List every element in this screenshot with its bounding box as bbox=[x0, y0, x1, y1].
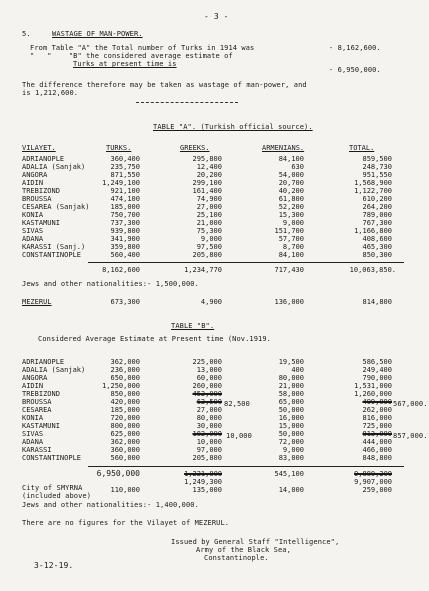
smyrna-armenians: 14,000 bbox=[278, 486, 304, 494]
table-row bbox=[0, 358, 429, 366]
cell-armenians: 84,100 bbox=[278, 155, 304, 163]
cell-greeks: 75,300 bbox=[196, 227, 222, 235]
cell-vilayet: CONSTANTINOPLE bbox=[22, 454, 82, 462]
cell-vilayet: TREBIZOND bbox=[22, 187, 60, 195]
cell-vilayet: BROUSSA bbox=[22, 195, 52, 203]
cell-turks: 850,000 bbox=[110, 390, 140, 398]
mezerul-total: 814,800 bbox=[362, 298, 392, 306]
cell-greeks: 205,800 bbox=[192, 251, 222, 259]
cell-total: 951,550 bbox=[362, 171, 392, 179]
cell-armenians: 40,200 bbox=[278, 187, 304, 195]
cell-vilayet: CESAREA (Sanjak) bbox=[22, 203, 90, 211]
table-a-mezerul bbox=[0, 298, 429, 306]
page-number: - 3 - bbox=[204, 12, 229, 21]
cell-greeks: 225,000 bbox=[192, 358, 222, 366]
cell-greeks: 27,000 bbox=[196, 203, 222, 211]
intro-line-4: The difference therefore may be taken as wastage of man-power, and bbox=[22, 81, 307, 89]
sivas-greek-note: 10,000 bbox=[226, 432, 252, 440]
cell-armenians: 151,700 bbox=[274, 227, 304, 235]
cell-greeks: 21,000 bbox=[196, 219, 222, 227]
cell-armenians: 400 bbox=[291, 366, 304, 374]
cell-armenians: 72,000 bbox=[278, 438, 304, 446]
cell-total: 499,000 bbox=[362, 398, 392, 406]
cell-turks: 360,000 bbox=[110, 446, 140, 454]
intro-value-1: - 8,162,600. bbox=[329, 44, 381, 52]
intro-line-3: Turks at present time is bbox=[73, 60, 177, 68]
cell-vilayet: KONIA bbox=[22, 414, 44, 422]
cell-armenians: 630 bbox=[291, 163, 304, 171]
cell-total: 1,166,800 bbox=[354, 227, 392, 235]
b-total-total: 9,880,200 bbox=[354, 470, 392, 478]
table-row bbox=[0, 187, 429, 195]
cell-greeks: 205,800 bbox=[192, 454, 222, 462]
cell-greeks: 299,100 bbox=[192, 179, 222, 187]
table-b-total-rule bbox=[88, 466, 404, 467]
cell-total: 249,400 bbox=[362, 366, 392, 374]
table-row bbox=[0, 211, 429, 219]
cell-greeks: 74,900 bbox=[196, 195, 222, 203]
table-a-totals bbox=[0, 266, 429, 274]
cell-armenians: 21,000 bbox=[278, 382, 304, 390]
cell-total: 790,000 bbox=[362, 374, 392, 382]
cell-armenians: 8,700 bbox=[282, 243, 304, 251]
b-total-turks: 6,950,000 bbox=[96, 469, 140, 478]
cell-vilayet: TREBIZOND bbox=[22, 390, 60, 398]
table-row bbox=[0, 382, 429, 390]
cell-total: 1,260,000 bbox=[354, 390, 392, 398]
b-total-armenians: 545,100 bbox=[274, 470, 304, 478]
table-row bbox=[0, 203, 429, 211]
table-row bbox=[0, 374, 429, 382]
cell-vilayet: KARASSI bbox=[22, 446, 52, 454]
cell-turks: 420,000 bbox=[110, 398, 140, 406]
cell-armenians: 58,000 bbox=[278, 390, 304, 398]
table-a-header bbox=[0, 144, 429, 152]
cell-total: 859,500 bbox=[362, 155, 392, 163]
total-total: 10,063,850. bbox=[349, 266, 396, 274]
cell-total: 610,200 bbox=[362, 195, 392, 203]
table-row bbox=[0, 179, 429, 187]
cell-greeks: 97,500 bbox=[196, 243, 222, 251]
cell-total: 465,300 bbox=[362, 243, 392, 251]
cell-total: 848,800 bbox=[362, 454, 392, 462]
intro-line-5: is 1,212,600. bbox=[22, 89, 79, 97]
cell-total: 466,000 bbox=[362, 446, 392, 454]
signature-line-3: Constantinople. bbox=[204, 554, 269, 562]
intro-line-1: From Table "A" the Total number of Turks in 1914 was bbox=[30, 44, 255, 52]
cell-vilayet: ANGORA bbox=[22, 374, 48, 382]
cell-armenians: 15,300 bbox=[278, 211, 304, 219]
cell-turks: 341,900 bbox=[110, 235, 140, 243]
table-b-title: TABLE "B". bbox=[171, 322, 215, 330]
mezerul-armenians: 136,000 bbox=[274, 298, 304, 306]
cell-vilayet: AIDIN bbox=[22, 382, 44, 390]
b-total-greeks: 1,221,800 bbox=[184, 470, 222, 478]
cell-turks: 236,000 bbox=[110, 366, 140, 374]
cell-greeks: 10,000 bbox=[196, 438, 222, 446]
cell-vilayet: BROUSSA bbox=[22, 398, 52, 406]
b-total-greeks-corrected: 1,249,300 bbox=[184, 478, 222, 486]
cell-turks: 750,700 bbox=[110, 211, 140, 219]
table-b-other: Jews and other nationalities:- 1,400,000. bbox=[22, 501, 199, 509]
table-row bbox=[0, 438, 429, 446]
cell-turks: 939,800 bbox=[110, 227, 140, 235]
cell-greeks: 80,000 bbox=[196, 414, 222, 422]
cell-turks: 360,400 bbox=[110, 155, 140, 163]
cell-vilayet: KASTAMUNI bbox=[22, 422, 60, 430]
cell-total: 789,000 bbox=[362, 211, 392, 219]
cell-total: 725,000 bbox=[362, 422, 392, 430]
smyrna-greeks: 135,000 bbox=[192, 486, 222, 494]
cell-greeks: 13,000 bbox=[196, 366, 222, 374]
table-row bbox=[0, 227, 429, 235]
cell-turks: 1,250,000 bbox=[102, 382, 140, 390]
cell-armenians: 20,700 bbox=[278, 179, 304, 187]
cell-turks: 359,800 bbox=[110, 243, 140, 251]
header-total: TOTAL. bbox=[349, 144, 375, 152]
cell-turks: 362,000 bbox=[110, 438, 140, 446]
cell-greeks: 62,500 bbox=[196, 398, 222, 406]
table-a-title-text: TABLE "A". (Turkish official source). bbox=[153, 123, 313, 131]
cell-vilayet: KASTAMUNI bbox=[22, 219, 60, 227]
cell-total: 816,000 bbox=[362, 414, 392, 422]
mezerul-turks: 673,300 bbox=[110, 298, 140, 306]
table-row bbox=[0, 390, 429, 398]
section-number: 5. bbox=[22, 30, 31, 38]
cell-armenians: 80,000 bbox=[278, 374, 304, 382]
cell-armenians: 9,000 bbox=[282, 219, 304, 227]
table-row bbox=[0, 171, 429, 179]
cell-turks: 1,249,100 bbox=[102, 179, 140, 187]
cell-turks: 737,300 bbox=[110, 219, 140, 227]
cell-armenians: 50,000 bbox=[278, 430, 304, 438]
total-greeks: 1,234,770 bbox=[184, 266, 222, 274]
cell-turks: 625,000 bbox=[110, 430, 140, 438]
smyrna-row bbox=[0, 486, 429, 494]
cell-greeks: 60,000 bbox=[196, 374, 222, 382]
header-greeks: GREEKS. bbox=[180, 144, 210, 152]
cell-turks: 720,000 bbox=[110, 414, 140, 422]
cell-armenians: 50,000 bbox=[278, 406, 304, 414]
table-row bbox=[0, 163, 429, 171]
cell-total: 813,000 bbox=[362, 430, 392, 438]
cell-total: 248,730 bbox=[362, 163, 392, 171]
cell-total: 850,300 bbox=[362, 251, 392, 259]
table-row bbox=[0, 366, 429, 374]
cell-greeks: 30,000 bbox=[196, 422, 222, 430]
cell-turks: 800,000 bbox=[110, 422, 140, 430]
header-vilayet: VILAYET. bbox=[22, 144, 56, 152]
header-armenians: ARMENIANS. bbox=[262, 144, 305, 152]
cell-armenians: 54,000 bbox=[278, 171, 304, 179]
header-turks: TURKS. bbox=[106, 144, 132, 152]
cell-vilayet: ADANA bbox=[22, 438, 44, 446]
cell-greeks: 260,000 bbox=[192, 382, 222, 390]
sivas-total-note: 857,000. bbox=[393, 432, 428, 440]
table-row bbox=[0, 454, 429, 462]
section-heading: WASTAGE OF MAN-POWER. bbox=[52, 30, 143, 38]
cell-armenians: 15,000 bbox=[278, 422, 304, 430]
b-total-total-corrected: 9,907,000 bbox=[354, 478, 392, 486]
table-row bbox=[0, 430, 429, 438]
cell-total: 408,600 bbox=[362, 235, 392, 243]
cell-turks: 362,000 bbox=[110, 358, 140, 366]
cell-total: 1,568,900 bbox=[354, 179, 392, 187]
cell-turks: 235,750 bbox=[110, 163, 140, 171]
cell-greeks: 25,100 bbox=[196, 211, 222, 219]
cell-greeks: 97,000 bbox=[196, 446, 222, 454]
table-row bbox=[0, 406, 429, 414]
cell-total: 262,000 bbox=[362, 406, 392, 414]
cell-greeks: 161,400 bbox=[192, 187, 222, 195]
cell-vilayet: AIDIN bbox=[22, 179, 44, 187]
footer-note: There are no figures for the Vilayet of MEZERUL. bbox=[22, 519, 230, 527]
cell-total: 586,500 bbox=[362, 358, 392, 366]
intro-value-3: - 6,950,000. bbox=[329, 66, 381, 74]
cell-greeks: 452,000 bbox=[192, 390, 222, 398]
signature-line-1: Issued by General Staff "Intelligence", bbox=[171, 538, 340, 546]
cell-greeks: 20,200 bbox=[196, 171, 222, 179]
table-row bbox=[0, 251, 429, 259]
table-row bbox=[0, 414, 429, 422]
cell-greeks: 12,400 bbox=[196, 163, 222, 171]
cell-greeks: 182,000 bbox=[192, 430, 222, 438]
cell-turks: 185,000 bbox=[110, 406, 140, 414]
smyrna-total: 259,000 bbox=[362, 486, 392, 494]
cell-total: 264,200 bbox=[362, 203, 392, 211]
smyrna-label-2: (included above) bbox=[22, 492, 92, 500]
signature-line-2: Army of the Black Sea, bbox=[196, 546, 291, 554]
cell-turks: 650,000 bbox=[110, 374, 140, 382]
table-b-subtitle: Considered Average Estimate at Present time (Nov.1919. bbox=[38, 335, 271, 343]
cell-vilayet: ADRIANOPLE bbox=[22, 358, 65, 366]
table-row bbox=[0, 243, 429, 251]
cell-total: 444,000 bbox=[362, 438, 392, 446]
table-row bbox=[0, 446, 429, 454]
cell-greeks: 9,000 bbox=[200, 235, 222, 243]
cell-turks: 560,400 bbox=[110, 251, 140, 259]
cell-vilayet: CONSTANTINOPLE bbox=[22, 251, 82, 259]
cell-turks: 560,000 bbox=[110, 454, 140, 462]
table-row bbox=[0, 195, 429, 203]
cell-armenians: 65,000 bbox=[278, 398, 304, 406]
cell-vilayet: KARASSI (Sanj.) bbox=[22, 243, 86, 251]
intro-line-2: " " "B" the considered average estimate of bbox=[30, 52, 233, 60]
separator bbox=[136, 102, 238, 103]
cell-vilayet: CESAREA bbox=[22, 406, 52, 414]
cell-armenians: 9,000 bbox=[282, 446, 304, 454]
smyrna-turks: 110,000 bbox=[110, 486, 140, 494]
cell-armenians: 16,000 bbox=[278, 414, 304, 422]
cell-armenians: 57,700 bbox=[278, 235, 304, 243]
cell-turks: 185,000 bbox=[110, 203, 140, 211]
table-a-total-rule bbox=[88, 262, 404, 263]
mezerul-greeks: 4,900 bbox=[200, 298, 222, 306]
cell-greeks: 295,800 bbox=[192, 155, 222, 163]
cell-vilayet: KONIA bbox=[22, 211, 44, 219]
table-row bbox=[0, 398, 429, 406]
cell-total: 1,122,700 bbox=[354, 187, 392, 195]
cell-total: 767,300 bbox=[362, 219, 392, 227]
table-row bbox=[0, 219, 429, 227]
cell-armenians: 84,100 bbox=[278, 251, 304, 259]
cell-vilayet: SIVAS bbox=[22, 227, 44, 235]
cell-armenians: 19,500 bbox=[278, 358, 304, 366]
table-b-totals bbox=[0, 470, 429, 478]
cell-armenians: 61,800 bbox=[278, 195, 304, 203]
cell-vilayet: ANGORA bbox=[22, 171, 48, 179]
cell-vilayet: ADRIANOPLE bbox=[22, 155, 65, 163]
cell-turks: 921,100 bbox=[110, 187, 140, 195]
cell-turks: 474,100 bbox=[110, 195, 140, 203]
table-row bbox=[0, 155, 429, 163]
cell-vilayet: ADALIA (Sanjak) bbox=[22, 366, 86, 374]
cell-vilayet: ADANA bbox=[22, 235, 44, 243]
broussa-greek-note: 82,500 bbox=[224, 400, 250, 408]
cell-vilayet: ADALIA (Sanjak) bbox=[22, 163, 86, 171]
broussa-total-note: 567,000. bbox=[393, 400, 428, 408]
total-armenians: 717,430 bbox=[274, 266, 304, 274]
cell-armenians: 83,000 bbox=[278, 454, 304, 462]
table-row bbox=[0, 422, 429, 430]
cell-greeks: 27,000 bbox=[196, 406, 222, 414]
cell-total: 1,531,000 bbox=[354, 382, 392, 390]
document-date: 3-12-19. bbox=[34, 561, 74, 570]
cell-vilayet: SIVAS bbox=[22, 430, 44, 438]
smyrna-label-1: City of SMYRNA bbox=[22, 484, 83, 492]
cell-armenians: 52,200 bbox=[278, 203, 304, 211]
table-row bbox=[0, 235, 429, 243]
cell-turks: 871,550 bbox=[110, 171, 140, 179]
mezerul-label: MEZERUL bbox=[22, 298, 52, 306]
total-turks: 8,162,600 bbox=[102, 266, 140, 274]
table-a-other: Jews and other nationalities:- 1,500,000. bbox=[22, 280, 199, 288]
table-a-title bbox=[153, 123, 313, 131]
